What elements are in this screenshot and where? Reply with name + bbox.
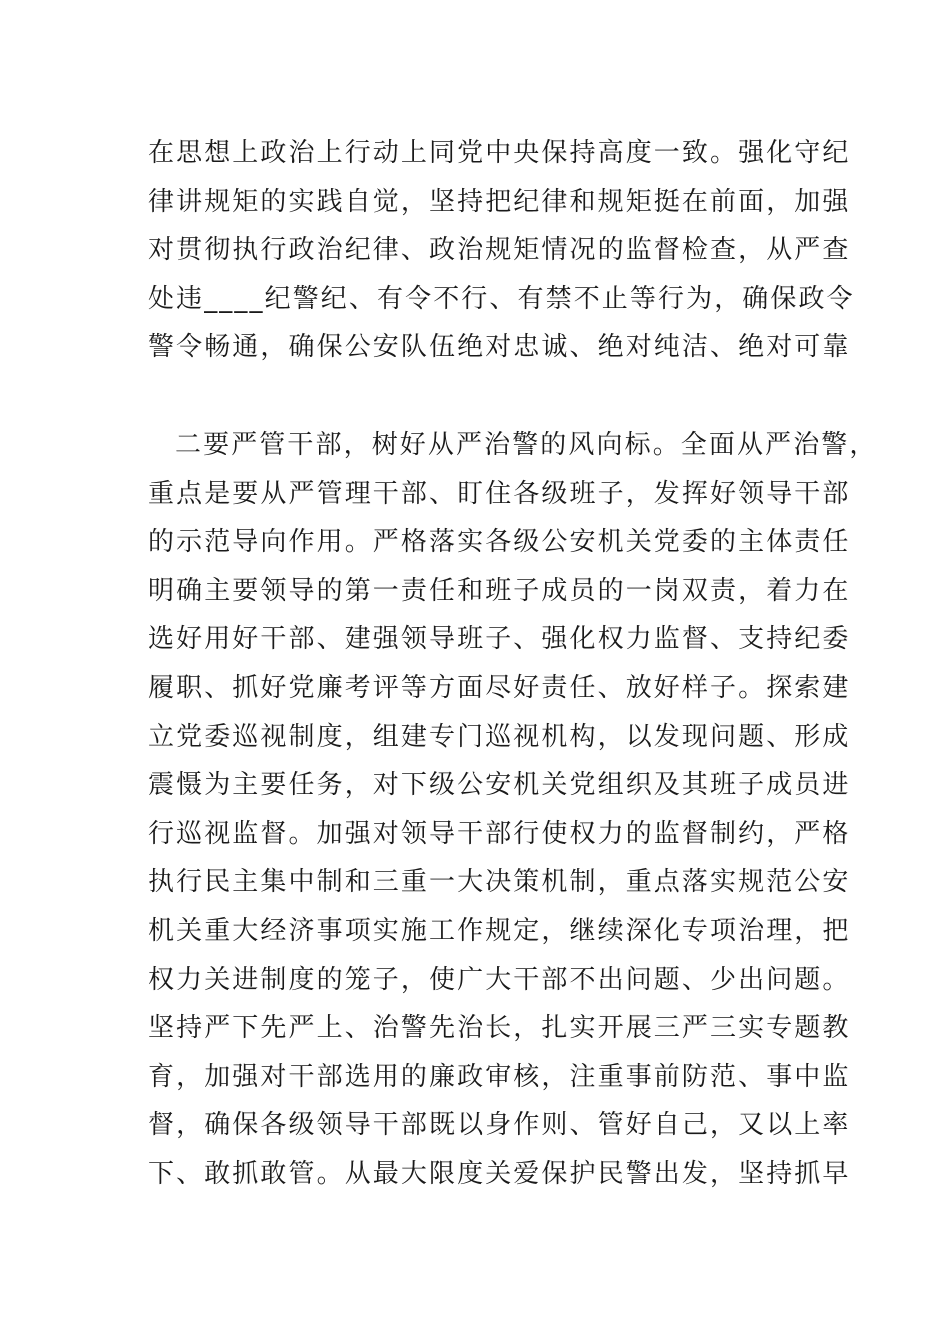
paragraph-2-line-3: 的示范导向作用。严格落实各级公安机关党委的主体责任 xyxy=(148,527,851,558)
paragraph-2-line-2: 重点是要从严管理干部、盯住各级班子，发挥好领导干部 xyxy=(148,478,851,509)
paragraph-2-line-10: 执行民主集中制和三重一大决策机制，重点落实规范公安 xyxy=(148,867,851,898)
paragraph-1-line-5: 警令畅通，确保公安队伍绝对忠诚、绝对纯洁、绝对可靠 xyxy=(148,332,851,363)
paragraph-2 xyxy=(148,421,878,1199)
paragraph-2-line-5: 选好用好干部、建强领导班子、强化权力监督、支持纪委 xyxy=(148,624,851,655)
paragraph-2-line-12: 权力关进制度的笼子，使广大干部不出问题、少出问题。 xyxy=(148,964,851,995)
paragraph-2-line-1: 二要严管干部，树好从严治警的风向标。全面从严治警， xyxy=(175,430,878,460)
paragraph-1-line-2: 律讲规矩的实践自觉，坚持把纪律和规矩挺在前面，加强 xyxy=(148,186,851,217)
paragraph-2-line-4: 明确主要领导的第一责任和班子成员的一岗双责，着力在 xyxy=(148,575,851,606)
paragraph-2-line-9: 行巡视监督。加强对领导干部行使权力的监督制约，严格 xyxy=(148,818,851,849)
paragraph-1 xyxy=(148,129,855,372)
paragraph-2-line-15: 督，确保各级领导干部既以身作则、管好自己，又以上率 xyxy=(148,1110,851,1141)
paragraph-2-line-7: 立党委巡视制度，组建专门巡视机构，以发现问题、形成 xyxy=(148,721,851,752)
paragraph-1-line-3: 对贯彻执行政治纪律、政治规矩情况的监督检查，从严查 xyxy=(148,235,851,266)
paragraph-1-line-1: 在思想上政治上行动上同党中央保持高度一致。强化守纪 xyxy=(148,138,851,168)
paragraph-2-line-13: 坚持严下先严上、治警先治长，扎实开展三严三实专题教 xyxy=(148,1013,851,1044)
paragraph-2-line-8: 震慑为主要任务，对下级公安机关党组织及其班子成员进 xyxy=(148,770,851,801)
paragraph-2-line-14: 育，加强对干部选用的廉政审核，注重事前防范、事中监 xyxy=(148,1061,851,1092)
paragraph-2-line-11: 机关重大经济事项实施工作规定，继续深化专项治理，把 xyxy=(148,915,851,946)
paragraph-1-line-4: 处违____纪警纪、有令不行、有禁不止等行为，确保政令 xyxy=(148,283,855,314)
paragraph-2-line-6: 履职、抓好党廉考评等方面尽好责任、放好样子。探索建 xyxy=(148,672,851,703)
paragraph-2-line-16: 下、敢抓敢管。从最大限度关爱保护民警出发，坚持抓早 xyxy=(148,1158,851,1189)
